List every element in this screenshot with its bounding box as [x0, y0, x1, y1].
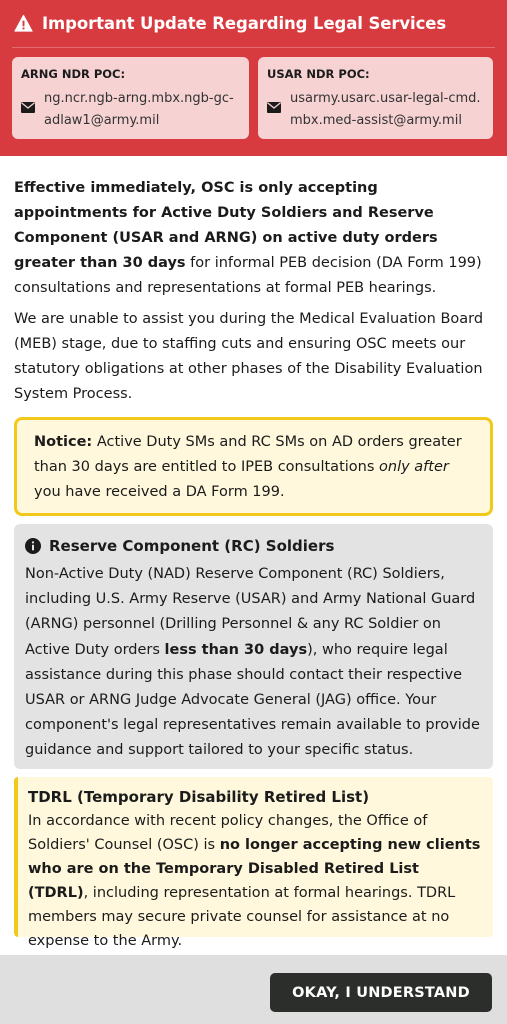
arng-poc-label: ARNG NDR POC:	[21, 67, 126, 81]
info-icon	[25, 538, 41, 554]
modal-content	[0, 156, 507, 949]
rc-title: Reserve Component (RC) Soldiers	[49, 537, 335, 555]
notice-text-1: Active Duty SMs and RC SMs on AD orders greater than 30 days are entitled to IPEB consultations	[34, 434, 462, 475]
modal-footer	[0, 955, 507, 1024]
notice-label: Notice:	[34, 434, 93, 450]
mail-icon	[267, 102, 281, 113]
usar-poc-line	[267, 88, 485, 132]
rc-bold-text: less than 30 days	[164, 641, 308, 658]
usar-poc-email-link[interactable]: usarmy.usarc.usar-legal-cmd.mbx.med-assist@army.mil	[290, 91, 481, 128]
intro-rest-text: for informal PEB decision (DA Form 199) consultations and representations at formal PEB hearings.	[14, 255, 482, 296]
okay-understand-button[interactable]: OKAY, I UNDERSTAND	[270, 973, 492, 1012]
arng-poc-line	[21, 88, 241, 132]
warning-icon	[14, 14, 33, 33]
tdrl-box	[14, 777, 493, 949]
arng-poc-card	[12, 57, 249, 139]
tdrl-text-2: , including representation at formal hearings. TDRL members may secure private counsel for assistance at no expense to the Army.	[28, 885, 456, 949]
modal-title: Important Update Regarding Legal Services	[42, 14, 447, 33]
rc-title-row	[25, 534, 481, 558]
arng-poc-email-link[interactable]: ng.ncr.ngb-arng.mbx.ngb-gc-adlaw1@army.mil	[44, 91, 234, 128]
tdrl-title: TDRL (Temporary Disability Retired List)	[28, 788, 370, 806]
modal-header	[0, 0, 507, 156]
notice-text-2: you have received a DA Form 199.	[34, 484, 285, 500]
rc-body	[25, 562, 481, 764]
poc-row	[12, 57, 495, 139]
intro-paragraph-2: We are unable to assist you during the Medical Evaluation Board (MEB) stage, due to staffing cuts and ensuring OSC meets our statutory obligations at other phases of the Disability Evaluation System Process.	[14, 311, 484, 402]
header-title-row	[12, 0, 495, 48]
intro-paragraph-1	[14, 176, 493, 301]
tdrl-bold-text: no longer accepting new clients who are on the Temporary Disabled Retired List (TDRL)	[28, 837, 481, 901]
tdrl-text-1: In accordance with recent policy changes, the Office of Soldiers' Counsel (OSC) is	[28, 813, 428, 853]
usar-poc-card	[258, 57, 493, 139]
usar-poc-label: USAR NDR POC:	[267, 67, 370, 81]
intro-bold-text: Effective immediately, OSC is only accepting appointments for Active Duty Soldiers and Reserve Component (USAR and ARNG) on active duty orders greater than 30 days	[14, 180, 438, 271]
rc-text-1: Non-Active Duty (NAD) Reserve Component (RC) Soldiers, including U.S. Army Reserve (USAR) and Army National Guard (ARNG) personnel (Drilling Personnel & any RC Soldier on Active Duty orders	[25, 566, 476, 658]
tdrl-body	[28, 809, 483, 953]
notice-emphasis: only after	[379, 459, 449, 475]
rc-soldiers-box	[14, 524, 493, 769]
notice-box	[14, 417, 493, 516]
rc-text-2: ), who require legal assistance during this phase should contact their respective USAR or ARNG Judge Advocate General (JAG) office. Your component's legal representatives remain available to provide guidance and support tailored to your specific status.	[25, 641, 480, 759]
mail-icon	[21, 102, 35, 113]
